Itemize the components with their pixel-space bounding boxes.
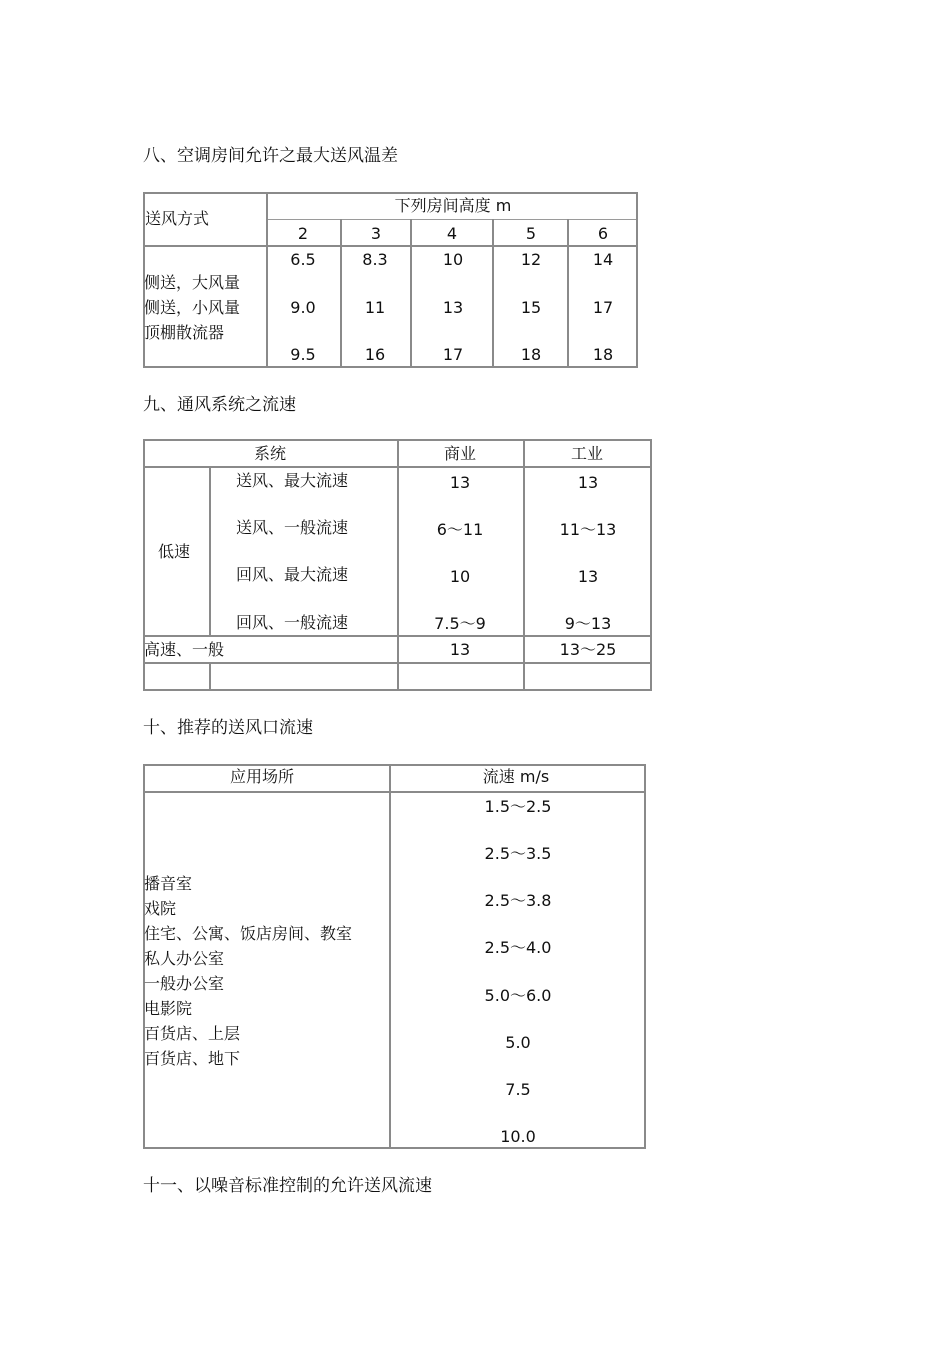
application-item: 电影院	[144, 999, 193, 1018]
table-border	[636, 192, 638, 368]
table-cell: 9.0	[290, 298, 316, 317]
table-cell: 18	[592, 345, 614, 364]
column-header-method: 送风方式	[145, 209, 210, 228]
velocity-value: 2.5～3.5	[484, 844, 552, 863]
table-divider	[410, 219, 412, 368]
table-cell: 10	[442, 250, 464, 269]
method-list	[144, 270, 240, 345]
system-item-label: 送风、最大流速	[236, 471, 349, 490]
section-title-9: 九、通风系统之流速	[143, 395, 296, 415]
velocity-value: 2.5～4.0	[484, 938, 552, 957]
table-divider	[389, 764, 391, 1149]
velocity-value: 10.0	[500, 1127, 536, 1146]
column-header-commercial: 商业	[443, 444, 477, 463]
system-item-label: 回风、一般流速	[236, 613, 349, 632]
system-item-label: 回风、最大流速	[236, 565, 349, 584]
commercial-value: 13	[449, 640, 471, 659]
table-divider	[340, 219, 342, 368]
velocity-value: 5.0	[505, 1033, 531, 1052]
table-divider	[492, 219, 494, 368]
commercial-value: 6～11	[436, 520, 484, 539]
section-title-10: 十、推荐的送风口流速	[143, 718, 313, 738]
table-cell: 12	[520, 250, 542, 269]
table-divider	[267, 219, 637, 220]
commercial-value: 7.5～9	[434, 614, 486, 633]
application-item: 百货店、地下	[144, 1049, 241, 1068]
commercial-value: 13	[449, 473, 471, 492]
table-divider	[266, 192, 268, 368]
industrial-value: 11～13	[559, 520, 617, 539]
application-item: 私人办公室	[144, 949, 225, 968]
table-divider	[523, 439, 525, 691]
height-header: 6	[597, 224, 609, 243]
table-border	[143, 192, 637, 194]
table-border	[143, 1147, 645, 1149]
table-border	[143, 366, 637, 368]
application-item: 戏院	[144, 899, 177, 918]
table-divider	[209, 466, 211, 637]
application-list	[144, 871, 352, 1071]
table-border	[650, 439, 652, 691]
table-border	[143, 764, 645, 766]
industrial-value: 13～25	[559, 640, 617, 659]
industrial-value: 13	[577, 567, 599, 586]
column-header-industrial: 工业	[570, 444, 604, 463]
method-label: 侧送，小风量	[144, 298, 241, 317]
table-cell: 9.5	[290, 345, 316, 364]
velocity-value: 7.5	[505, 1080, 531, 1099]
industrial-value: 13	[577, 473, 599, 492]
table-divider	[143, 791, 645, 793]
table-divider	[567, 219, 569, 368]
high-speed-label: 高速、一般	[144, 640, 225, 659]
application-item: 播音室	[144, 874, 193, 893]
table-divider	[143, 245, 637, 247]
section-title-8: 八、空调房间允许之最大送风温差	[143, 146, 398, 166]
section-title-11: 十一、以噪音标准控制的允许送风流速	[143, 1176, 432, 1196]
method-label: 侧送，大风量	[144, 273, 241, 292]
table-cell: 17	[442, 345, 464, 364]
table-border	[644, 764, 646, 1149]
table-cell: 11	[364, 298, 386, 317]
application-item: 百货店、上层	[144, 1024, 241, 1043]
application-item: 一般办公室	[144, 974, 225, 993]
column-header-system: 系统	[253, 444, 287, 463]
height-header: 3	[370, 224, 382, 243]
table-cell: 8.3	[362, 250, 388, 269]
table-cell: 18	[520, 345, 542, 364]
velocity-value: 2.5～3.8	[484, 891, 552, 910]
column-header-application: 应用场所	[229, 767, 295, 786]
velocity-value: 5.0～6.0	[484, 986, 552, 1005]
height-header: 2	[297, 224, 309, 243]
table-divider	[209, 662, 211, 691]
column-header-velocity: 流速 m/s	[482, 767, 550, 786]
table-cell: 15	[520, 298, 542, 317]
table-cell: 17	[592, 298, 614, 317]
table-cell: 14	[592, 250, 614, 269]
table-divider	[397, 439, 399, 691]
velocity-value: 1.5～2.5	[484, 797, 552, 816]
height-header: 4	[446, 224, 458, 243]
table-cell: 16	[364, 345, 386, 364]
column-header-room-height: 下列房间高度 m	[394, 196, 512, 215]
industrial-value: 9～13	[564, 614, 612, 633]
height-header: 5	[525, 224, 537, 243]
table-cell: 13	[442, 298, 464, 317]
method-label: 顶棚散流器	[144, 323, 225, 342]
application-item: 住宅、公寓、饭店房间、教室	[144, 924, 353, 943]
table-cell: 6.5	[290, 250, 316, 269]
low-speed-group-label: 低速	[157, 542, 191, 561]
commercial-value: 10	[449, 567, 471, 586]
system-item-label: 送风、一般流速	[236, 518, 349, 537]
